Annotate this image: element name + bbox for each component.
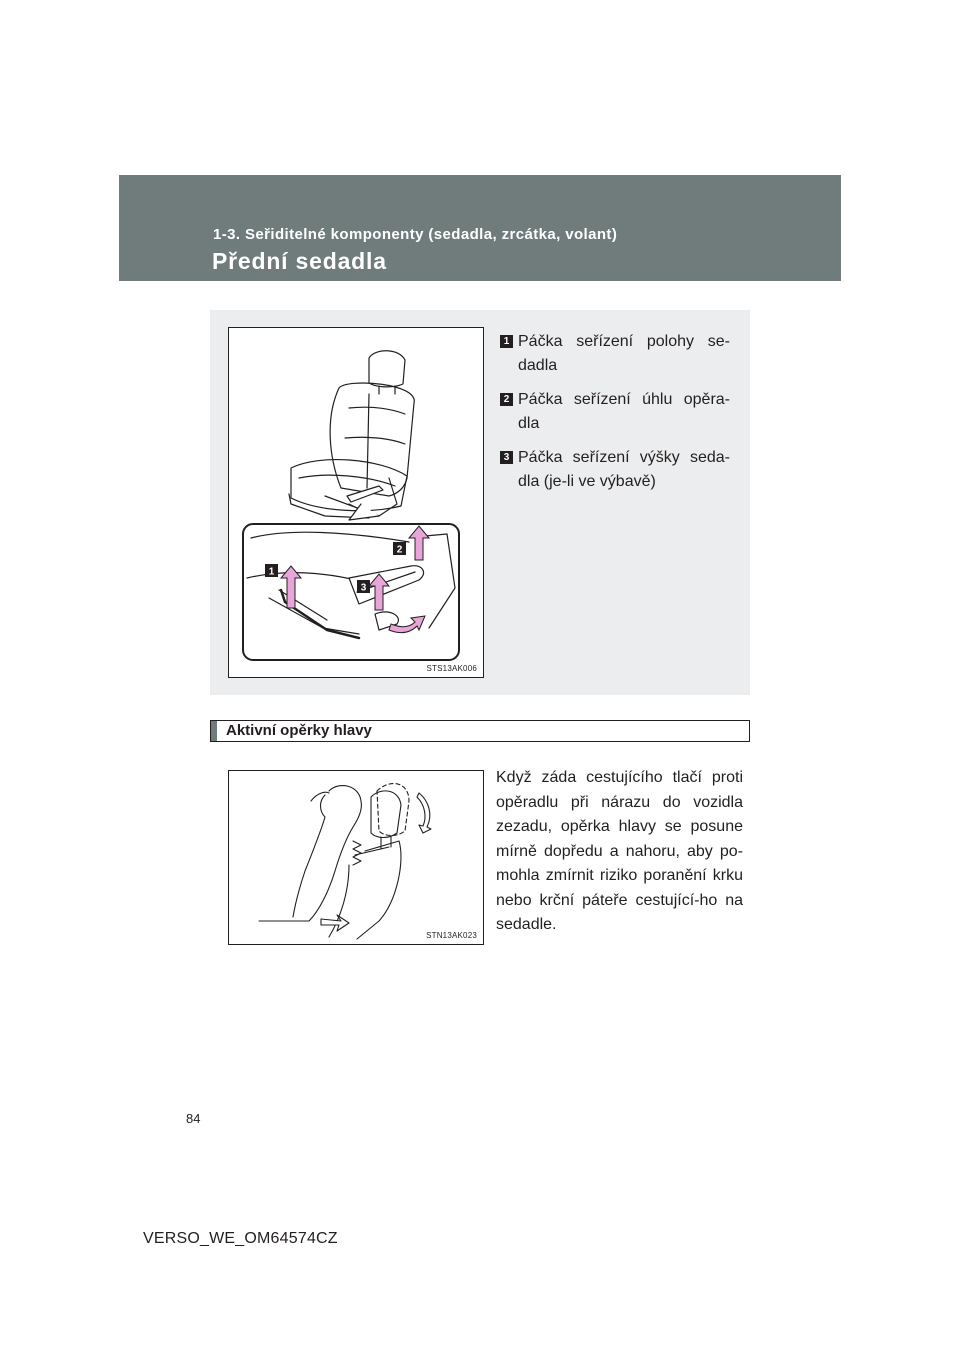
seat-drawing <box>229 328 483 677</box>
page-number: 84 <box>186 1111 201 1126</box>
zoom-inset <box>243 524 459 660</box>
motion-arrow <box>417 793 431 833</box>
page-title: Přední sedadla <box>212 248 387 274</box>
figure-code: STN13AK023 <box>426 931 477 940</box>
headrest-drawing <box>229 771 483 944</box>
section-label: 1-3. Seřiditelné komponenty (sedadla, zrcátka, volant) <box>213 226 618 243</box>
subheading-bar <box>210 720 750 742</box>
callout-2: 2 <box>396 544 403 556</box>
lever-legend <box>500 330 730 504</box>
legend-text: Páčka seřízení výšky seda-dla (je-li ve výbavě) <box>518 449 730 490</box>
legend-item <box>500 388 730 436</box>
occupant-outline <box>259 786 361 921</box>
subheading-accent <box>211 721 217 741</box>
cushion-outline <box>291 460 407 511</box>
callout-3: 3 <box>360 582 367 594</box>
seatback-outline <box>357 841 401 939</box>
legend-text: Páčka seřízení úhlu opěra-dla <box>518 391 730 432</box>
number-badge: 3 <box>500 451 513 464</box>
subheading-title: Aktivní opěrky hlavy <box>226 722 372 739</box>
headrest-illustration <box>228 770 484 945</box>
callout-1: 1 <box>268 566 275 578</box>
headrest-solid <box>371 791 401 838</box>
number-badge: 1 <box>500 335 513 348</box>
number-badge: 2 <box>500 393 513 406</box>
document-code: VERSO_WE_OM64574CZ <box>143 1230 338 1247</box>
figure-code: STS13AK006 <box>426 664 477 673</box>
headrest-description: Když záda cestujícího tlačí proti opěradlu při nárazu do vozidla zezadu, opěrka hlavy se posune mírně dopředu a nahoru, aby po-mohla zmírnit riziko poranění krku nebo krční páteře cestující-ho na sedadle. <box>496 769 743 933</box>
legend-item <box>500 446 730 494</box>
legend-item <box>500 330 730 378</box>
headrest-outline <box>369 351 405 387</box>
legend-text: Páčka seřízení polohy se-dadla <box>518 333 730 374</box>
arrow-2 <box>409 526 429 560</box>
seat-lever-illustration <box>228 327 484 678</box>
